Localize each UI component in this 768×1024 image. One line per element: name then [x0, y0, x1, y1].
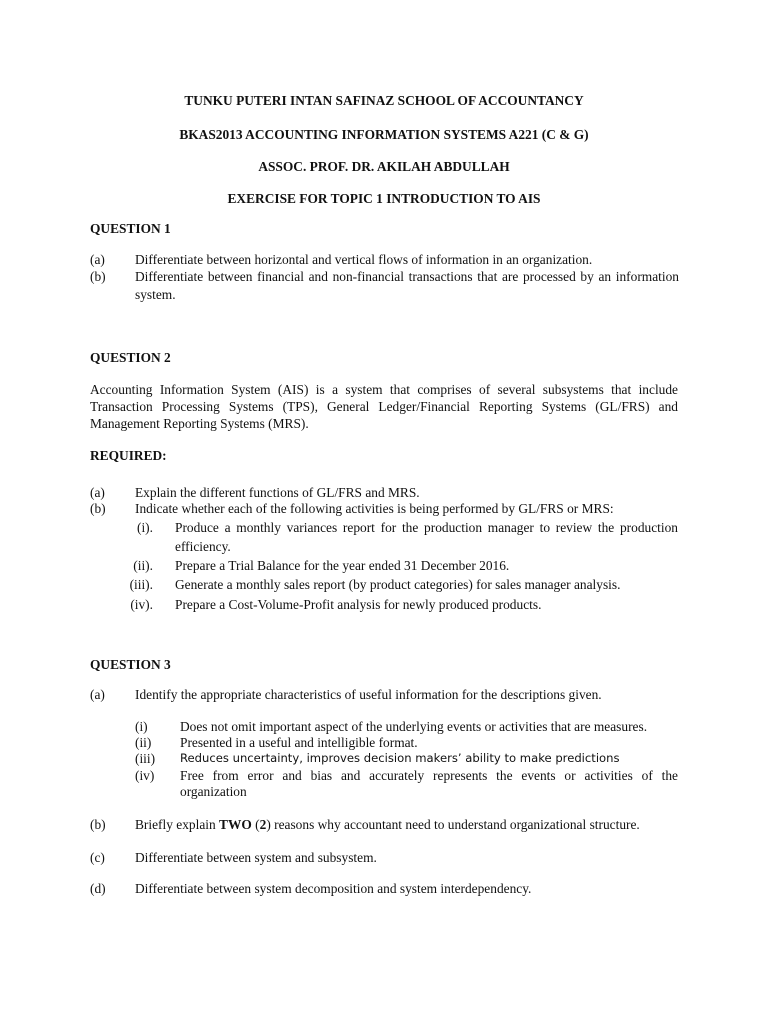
q2-sub-iv-text: Prepare a Cost-Volume-Profit analysis for newly produced products.: [175, 597, 542, 612]
q2-a-label: (a): [90, 485, 105, 500]
q2-sub-iv-label: (iv).: [130, 597, 153, 612]
q2-a-text: Explain the different functions of GL/FRS and MRS.: [135, 485, 420, 500]
q2-sub-iii-label: (iii).: [129, 577, 153, 592]
q1-b-text-line1: Differentiate between financial and non-financial transactions that are processed by an information: [135, 269, 679, 284]
course-title: BKAS2013 ACCOUNTING INFORMATION SYSTEMS A221 (C & G): [179, 127, 589, 142]
q1-b-label: (b): [90, 269, 106, 284]
q3-sub-iii-text: Reduces uncertainty, improves decision makers’ ability to make predictions: [180, 751, 620, 765]
q3-sub-ii-label: (ii): [135, 735, 152, 750]
lecturer-name: ASSOC. PROF. DR. AKILAH ABDULLAH: [258, 159, 510, 174]
q3-c-label: (c): [90, 850, 105, 865]
q3-b-emphasis-word: TWO: [219, 817, 252, 832]
q2-sub-ii-text: Prepare a Trial Balance for the year ended 31 December 2016.: [175, 558, 510, 573]
q3-b-post: ) reasons why accountant need to understand organizational structure.: [266, 817, 640, 832]
required-heading: REQUIRED:: [90, 448, 167, 463]
question-1-heading: QUESTION 1: [90, 221, 171, 236]
q3-sub-iv-line2: organization: [180, 784, 247, 799]
q3-b-mid: (: [251, 817, 260, 832]
q3-a-label: (a): [90, 687, 105, 702]
q1-a-label: (a): [90, 252, 105, 267]
q3-a-text: Identify the appropriate characteristics of useful information for the descriptions given.: [135, 687, 602, 702]
q2-sub-i-line2: efficiency.: [175, 539, 231, 554]
q3-sub-iv-line1: Free from error and bias and accurately represents the events or activities of the: [180, 768, 678, 783]
q3-c-text: Differentiate between system and subsystem.: [135, 850, 377, 865]
q2-sub-i-line1: Produce a monthly variances report for the production manager to review the production: [175, 520, 678, 535]
q3-b-label: (b): [90, 817, 106, 832]
q2-intro-line2: Transaction Processing Systems (TPS), General Ledger/Financial Reporting Systems (GL/FRS) and: [90, 399, 678, 414]
q3-b-pre: Briefly explain: [135, 817, 220, 832]
school-name: TUNKU PUTERI INTAN SAFINAZ SCHOOL OF ACCOUNTANCY: [184, 93, 584, 108]
question-3-heading: QUESTION 3: [90, 657, 171, 672]
q3-sub-iii-label: (iii): [135, 751, 156, 766]
q2-sub-ii-label: (ii).: [133, 558, 153, 573]
question-2-heading: QUESTION 2: [90, 350, 171, 365]
q3-b-emphasis-number: 2: [259, 817, 267, 832]
q2-sub-iii-text: Generate a monthly sales report (by product categories) for sales manager analysis.: [175, 577, 621, 592]
q3-sub-iv-label: (iv): [135, 768, 155, 783]
q2-b-text: Indicate whether each of the following activities is being performed by GL/FRS or MRS:: [135, 501, 614, 516]
q2-intro-line3: Management Reporting Systems (MRS).: [90, 416, 309, 431]
q3-sub-i-text: Does not omit important aspect of the underlying events or activities that are measures.: [180, 719, 648, 734]
q2-sub-i-label: (i).: [137, 520, 153, 535]
q3-sub-ii-text: Presented in a useful and intelligible format.: [180, 735, 418, 750]
q3-d-label: (d): [90, 881, 106, 896]
q2-b-label: (b): [90, 501, 106, 516]
q2-intro-line1: Accounting Information System (AIS) is a system that comprises of several subsystems that include: [90, 382, 678, 397]
q1-a-text: Differentiate between horizontal and vertical flows of information in an organization.: [135, 252, 593, 267]
q3-sub-i-label: (i): [135, 719, 148, 734]
q1-b-text-line2: system.: [135, 287, 176, 302]
exercise-title: EXERCISE FOR TOPIC 1 INTRODUCTION TO AIS: [227, 191, 541, 206]
q3-d-text: Differentiate between system decomposition and system interdependency.: [135, 881, 532, 896]
q3-b-text: [135, 816, 640, 833]
